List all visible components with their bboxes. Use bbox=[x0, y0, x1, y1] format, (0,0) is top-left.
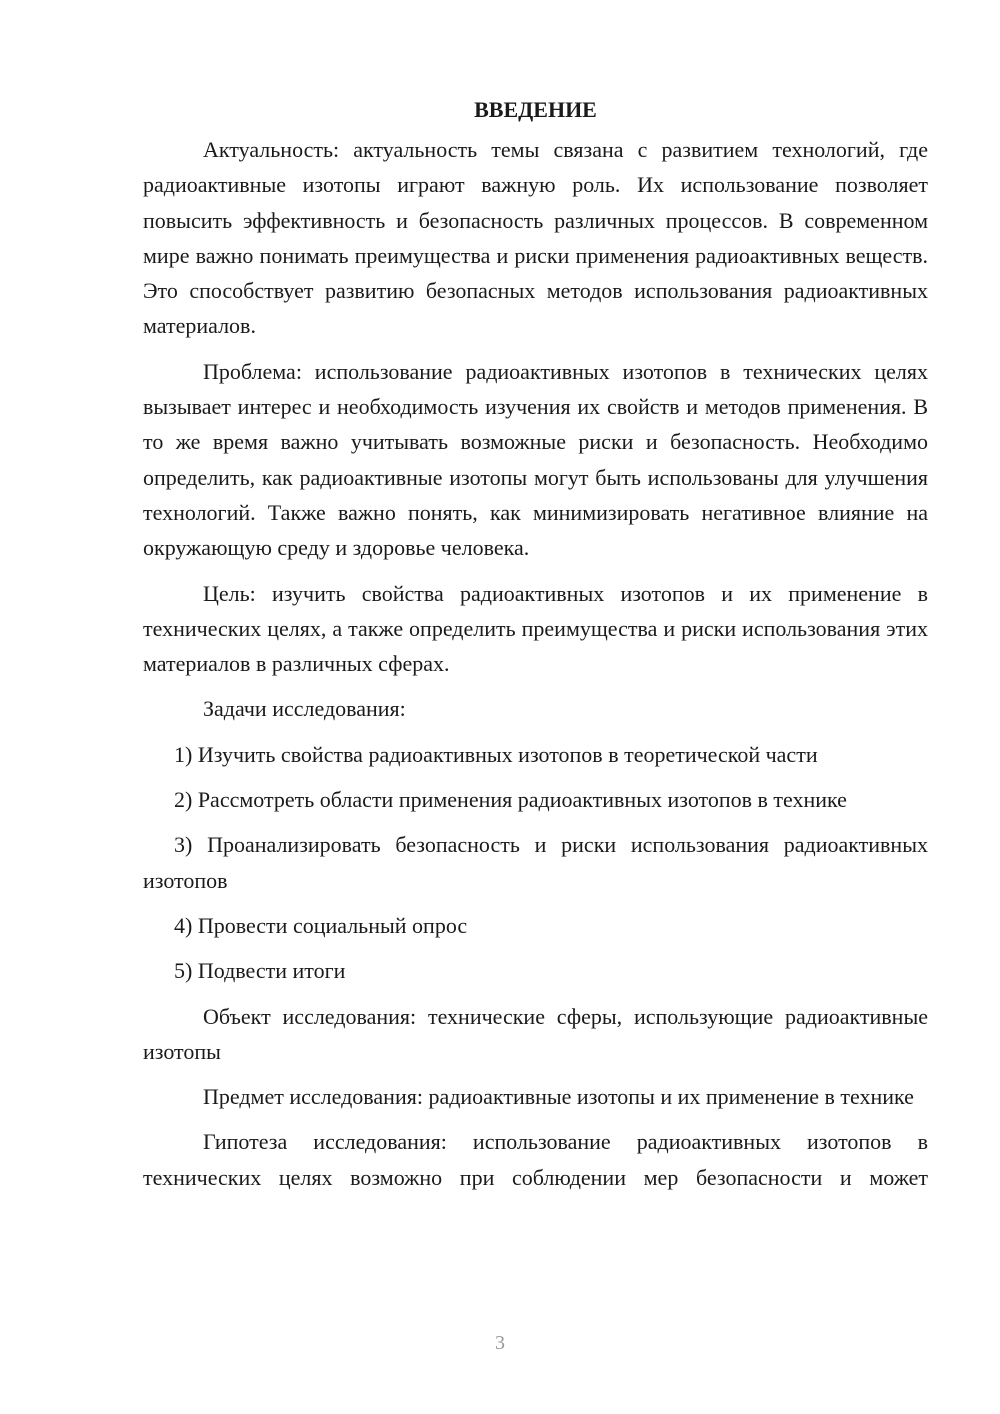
section-title: ВВЕДЕНИЕ bbox=[474, 97, 597, 122]
subject-paragraph: Предмет исследования: радиоактивные изотопы и их применение в технике bbox=[203, 1084, 914, 1110]
goal-paragraph: Цель: изучить свойства радиоактивных изотопов и их применение в технических целях, а также определить преимущества и риски использования этих материалов в различных сферах. bbox=[143, 580, 928, 677]
object-paragraph: Объект исследования: технические сферы, использующие радиоактивные изотопы bbox=[143, 1003, 928, 1064]
document-page bbox=[143, 92, 928, 1205]
tasks-heading: Задачи исследования: bbox=[203, 696, 406, 722]
relevance-paragraph: Актуальность: актуальность темы связана с развитием технологий, где радиоактивные изотопы играют важную роль. Их использование позволяет повысить эффективность и безопасность различных процессов. В современном мире важно понимать преимущества и риски применения радиоактивных веществ. Это способствует развитию безопасных методов использования радиоактивных материалов. bbox=[143, 137, 928, 339]
task-item-1: 1) Изучить свойства радиоактивных изотопов в теоретической части bbox=[174, 741, 818, 767]
hypothesis-paragraph: Гипотеза исследования: использование радиоактивных изотопов в технических целях возможно при соблюдении мер безопасности и может bbox=[143, 1129, 928, 1190]
task-item-4: 4) Провести социальный опрос bbox=[174, 912, 468, 938]
task-item-5: 5) Подвести итоги bbox=[174, 958, 346, 984]
page-number: 3 bbox=[495, 1332, 505, 1354]
problem-paragraph: Проблема: использование радиоактивных изотопов в технических целях вызывает интерес и необходимость изучения их свойств и методов применения. В то же время важно учитывать возможные риски и безопасность. Необходимо определить, как радиоактивные изотопы могут быть использованы для улучшения технологий. Также важно понять, как минимизировать негативное влияние на окружающую среду и здоровье человека. bbox=[143, 358, 928, 561]
task-item-3: 3) Проанализировать безопасность и риски использования радиоактивных изотопов bbox=[143, 832, 928, 893]
task-item-2: 2) Рассмотреть области применения радиоактивных изотопов в технике bbox=[174, 787, 847, 813]
